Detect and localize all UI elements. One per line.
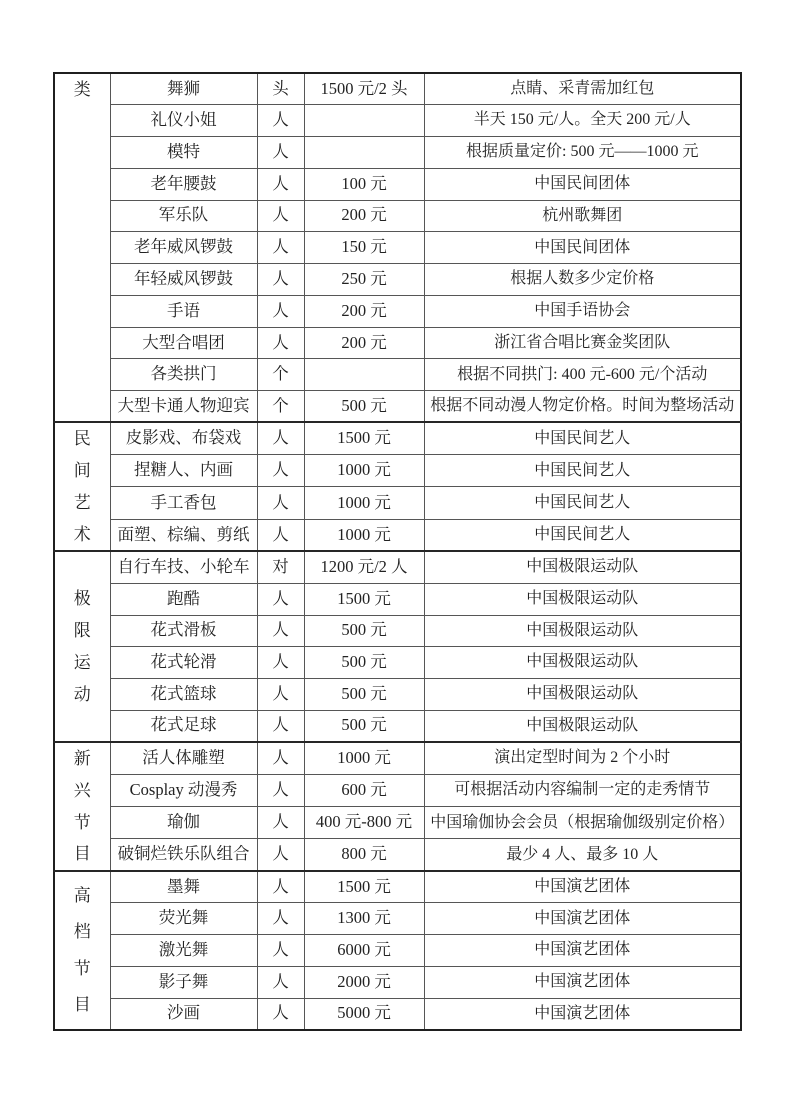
category-vertical-label <box>56 74 109 106</box>
table-row <box>54 742 741 774</box>
category-char: 类 <box>73 80 91 99</box>
category-cell <box>54 551 110 742</box>
category-vertical-label <box>56 583 109 710</box>
price-cell: 1000 元 <box>304 487 424 519</box>
table-row <box>54 200 741 232</box>
price-cell: 600 元 <box>304 774 424 806</box>
unit-cell: 人 <box>257 264 304 296</box>
price-cell: 1000 元 <box>304 455 424 487</box>
unit-cell: 人 <box>257 105 304 137</box>
table-row <box>54 519 741 551</box>
price-cell: 400 元-800 元 <box>304 807 424 839</box>
notes-cell: 中国极限运动队 <box>424 551 741 583</box>
price-cell: 1200 元/2 人 <box>304 551 424 583</box>
item-name-cell: 礼仪小姐 <box>110 105 257 137</box>
category-cell <box>54 73 110 422</box>
price-cell: 500 元 <box>304 710 424 742</box>
item-name-cell: 花式轮滑 <box>110 647 257 679</box>
unit-cell: 个 <box>257 391 304 423</box>
price-table-body <box>54 73 741 1030</box>
notes-cell: 半天 150 元/人。全天 200 元/人 <box>424 105 741 137</box>
price-cell: 800 元 <box>304 839 424 871</box>
unit-cell: 人 <box>257 615 304 647</box>
table-row <box>54 327 741 359</box>
item-name-cell: 面塑、棕编、剪纸 <box>110 519 257 551</box>
table-row <box>54 137 741 169</box>
notes-cell: 中国民间艺人 <box>424 422 741 454</box>
table-row <box>54 73 741 105</box>
unit-cell: 人 <box>257 871 304 903</box>
table-row <box>54 264 741 296</box>
price-cell: 2000 元 <box>304 966 424 998</box>
item-name-cell: 军乐队 <box>110 200 257 232</box>
unit-cell: 人 <box>257 807 304 839</box>
unit-cell: 人 <box>257 295 304 327</box>
notes-cell: 杭州歌舞团 <box>424 200 741 232</box>
item-name-cell: 沙画 <box>110 998 257 1030</box>
table-row <box>54 710 741 742</box>
category-char: 运 <box>73 652 91 672</box>
category-vertical-label <box>56 878 109 1024</box>
table-row <box>54 295 741 327</box>
item-name-cell: 影子舞 <box>110 966 257 998</box>
table-row <box>54 839 741 871</box>
unit-cell: 人 <box>257 839 304 871</box>
table-row <box>54 168 741 200</box>
category-vertical-label <box>56 423 109 550</box>
category-vertical-label <box>56 743 109 870</box>
category-char: 限 <box>73 621 91 641</box>
table-row <box>54 422 741 454</box>
unit-cell: 人 <box>257 200 304 232</box>
price-cell: 1000 元 <box>304 519 424 551</box>
price-cell: 5000 元 <box>304 998 424 1030</box>
category-cell <box>54 742 110 871</box>
notes-cell: 中国极限运动队 <box>424 679 741 711</box>
notes-cell: 最少 4 人、最多 10 人 <box>424 839 741 871</box>
price-cell: 1500 元 <box>304 871 424 903</box>
notes-cell: 点睛、采青需加红包 <box>424 73 741 105</box>
table-row <box>54 391 741 423</box>
table-row <box>54 966 741 998</box>
item-name-cell: 手语 <box>110 295 257 327</box>
item-name-cell: Cosplay 动漫秀 <box>110 774 257 806</box>
notes-cell: 根据质量定价: 500 元——1000 元 <box>424 137 741 169</box>
price-cell: 500 元 <box>304 615 424 647</box>
category-char: 节 <box>73 812 91 832</box>
price-cell: 250 元 <box>304 264 424 296</box>
table-row <box>54 807 741 839</box>
item-name-cell: 荧光舞 <box>110 903 257 935</box>
category-cell <box>54 422 110 551</box>
category-char: 艺 <box>73 492 91 512</box>
item-name-cell: 激光舞 <box>110 935 257 967</box>
notes-cell: 中国极限运动队 <box>424 615 741 647</box>
price-cell <box>304 137 424 169</box>
notes-cell: 中国极限运动队 <box>424 710 741 742</box>
table-row <box>54 935 741 967</box>
item-name-cell: 花式滑板 <box>110 615 257 647</box>
unit-cell: 人 <box>257 935 304 967</box>
notes-cell: 中国极限运动队 <box>424 583 741 615</box>
table-row <box>54 871 741 903</box>
item-name-cell: 皮影戏、布袋戏 <box>110 422 257 454</box>
unit-cell: 人 <box>257 455 304 487</box>
price-cell <box>304 105 424 137</box>
item-name-cell: 模特 <box>110 137 257 169</box>
item-name-cell: 活人体雕塑 <box>110 742 257 774</box>
notes-cell: 中国民间艺人 <box>424 519 741 551</box>
unit-cell: 人 <box>257 583 304 615</box>
unit-cell: 对 <box>257 551 304 583</box>
notes-cell: 中国演艺团体 <box>424 966 741 998</box>
price-cell: 1500 元/2 头 <box>304 73 424 105</box>
unit-cell: 头 <box>257 73 304 105</box>
price-cell: 1000 元 <box>304 742 424 774</box>
category-char: 档 <box>73 922 91 942</box>
unit-cell: 人 <box>257 647 304 679</box>
notes-cell: 中国演艺团体 <box>424 871 741 903</box>
unit-cell: 人 <box>257 903 304 935</box>
item-name-cell: 各类拱门 <box>110 359 257 391</box>
price-cell: 150 元 <box>304 232 424 264</box>
unit-cell: 人 <box>257 168 304 200</box>
category-char: 高 <box>73 885 91 905</box>
category-char: 兴 <box>73 780 91 800</box>
performance-price-table <box>53 72 742 1031</box>
price-cell: 200 元 <box>304 327 424 359</box>
category-char: 间 <box>73 461 91 481</box>
table-row <box>54 615 741 647</box>
notes-cell: 根据不同动漫人物定价格。时间为整场活动 <box>424 391 741 423</box>
notes-cell: 中国民间艺人 <box>424 487 741 519</box>
item-name-cell: 花式篮球 <box>110 679 257 711</box>
unit-cell: 人 <box>257 710 304 742</box>
notes-cell: 中国极限运动队 <box>424 647 741 679</box>
price-cell: 1300 元 <box>304 903 424 935</box>
category-char: 民 <box>73 429 91 449</box>
table-row <box>54 774 741 806</box>
item-name-cell: 跑酷 <box>110 583 257 615</box>
table-row <box>54 647 741 679</box>
table-row <box>54 583 741 615</box>
notes-cell: 中国演艺团体 <box>424 903 741 935</box>
unit-cell: 人 <box>257 487 304 519</box>
table-row <box>54 455 741 487</box>
price-cell <box>304 359 424 391</box>
notes-cell: 中国演艺团体 <box>424 998 741 1030</box>
unit-cell: 人 <box>257 742 304 774</box>
unit-cell: 人 <box>257 422 304 454</box>
table-row <box>54 105 741 137</box>
category-char: 节 <box>73 958 91 978</box>
price-cell: 500 元 <box>304 679 424 711</box>
notes-cell: 根据不同拱门: 400 元-600 元/个活动 <box>424 359 741 391</box>
unit-cell: 人 <box>257 966 304 998</box>
item-name-cell: 捏糖人、内画 <box>110 455 257 487</box>
table-row <box>54 998 741 1030</box>
notes-cell: 可根据活动内容编制一定的走秀情节 <box>424 774 741 806</box>
item-name-cell: 大型合唱团 <box>110 327 257 359</box>
category-char: 目 <box>73 844 91 864</box>
category-char: 新 <box>73 749 91 769</box>
table-row <box>54 232 741 264</box>
item-name-cell: 年轻威风锣鼓 <box>110 264 257 296</box>
price-cell: 200 元 <box>304 200 424 232</box>
item-name-cell: 手工香包 <box>110 487 257 519</box>
item-name-cell: 破铜烂铁乐队组合 <box>110 839 257 871</box>
table-row <box>54 903 741 935</box>
unit-cell: 人 <box>257 679 304 711</box>
category-char: 动 <box>73 684 91 704</box>
item-name-cell: 老年腰鼓 <box>110 168 257 200</box>
notes-cell: 中国民间艺人 <box>424 455 741 487</box>
item-name-cell: 自行车技、小轮车 <box>110 551 257 583</box>
price-cell: 500 元 <box>304 647 424 679</box>
unit-cell: 人 <box>257 232 304 264</box>
item-name-cell: 舞狮 <box>110 73 257 105</box>
category-char: 目 <box>73 995 91 1015</box>
item-name-cell: 花式足球 <box>110 710 257 742</box>
category-char: 术 <box>73 524 91 544</box>
notes-cell: 浙江省合唱比赛金奖团队 <box>424 327 741 359</box>
unit-cell: 人 <box>257 519 304 551</box>
item-name-cell: 瑜伽 <box>110 807 257 839</box>
unit-cell: 人 <box>257 327 304 359</box>
price-cell: 1500 元 <box>304 583 424 615</box>
item-name-cell: 大型卡通人物迎宾 <box>110 391 257 423</box>
price-cell: 1500 元 <box>304 422 424 454</box>
price-cell: 500 元 <box>304 391 424 423</box>
notes-cell: 中国手语协会 <box>424 295 741 327</box>
table-row <box>54 487 741 519</box>
table-row <box>54 679 741 711</box>
price-cell: 200 元 <box>304 295 424 327</box>
notes-cell: 中国民间团体 <box>424 232 741 264</box>
price-cell: 100 元 <box>304 168 424 200</box>
notes-cell: 中国演艺团体 <box>424 935 741 967</box>
notes-cell: 中国瑜伽协会会员（根据瑜伽级别定价格） <box>424 807 741 839</box>
notes-cell: 根据人数多少定价格 <box>424 264 741 296</box>
table-row <box>54 359 741 391</box>
unit-cell: 人 <box>257 774 304 806</box>
unit-cell: 人 <box>257 998 304 1030</box>
item-name-cell: 墨舞 <box>110 871 257 903</box>
unit-cell: 人 <box>257 137 304 169</box>
notes-cell: 演出定型时间为 2 个小时 <box>424 742 741 774</box>
item-name-cell: 老年威风锣鼓 <box>110 232 257 264</box>
table-row <box>54 551 741 583</box>
category-char: 极 <box>73 589 91 609</box>
unit-cell: 个 <box>257 359 304 391</box>
price-cell: 6000 元 <box>304 935 424 967</box>
category-cell <box>54 871 110 1030</box>
notes-cell: 中国民间团体 <box>424 168 741 200</box>
